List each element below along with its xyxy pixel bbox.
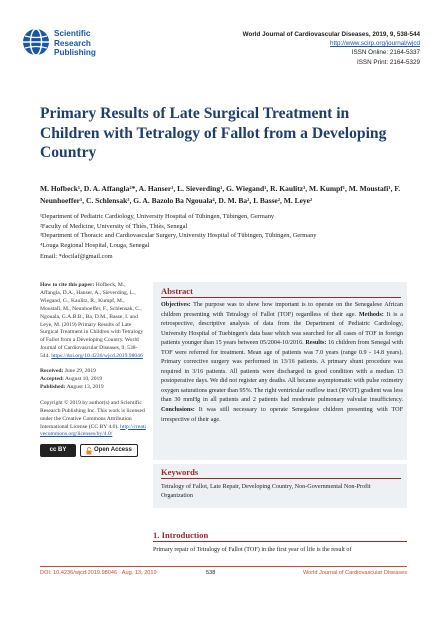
footer-journal: World Journal of Cardiovascular Diseases [302, 570, 407, 576]
cc-by-badge[interactable]: cc BY [40, 444, 76, 457]
received-date: June 29, 2019 [64, 368, 96, 375]
license-text: Copyright © 2019 by author(s) and Scientific Research Publishing Inc. This work is licensed under the Creative Commons Attribution International License (CC BY 4.0). [40, 399, 145, 430]
abstract-divider [161, 297, 401, 298]
conclusions-label: Conclusions: [161, 407, 195, 414]
license-link[interactable]: http://creativecommons.org/licenses/by/4.0/ [40, 423, 146, 438]
citation-doi-link[interactable]: https://doi.org/10.4236/wjcd.2019.98046 [51, 353, 143, 360]
affiliation-item: ²Faculty of Medicine, University of Thiès, Thiès, Senegal [40, 222, 188, 230]
footer-doi [40, 570, 157, 576]
issn-online: ISSN Online: 2164-5337 [351, 49, 420, 57]
affiliation-item: ³Department of Thoracic and Cardiovascular Surgery, University Hospital of Tübingen, Tübingen, Germany [40, 232, 317, 240]
affiliations [40, 212, 410, 250]
publisher-logo [22, 26, 122, 62]
article-title: Primary Results of Late Surgical Treatment in Children with Tetralogy of Fallot from a Developing Country [40, 105, 387, 161]
footer-doi-text: DOI: 10.4236/wjcd.2019.98046 [40, 570, 118, 576]
journal-info [243, 30, 420, 67]
srp-globe-icon [22, 28, 50, 56]
author-list: M. Hofbeck¹, D. A. Affangla²*, A. Hanser¹, L. Sieverding¹, G. Wiegand¹, R. Kaulitz³, M. Kumpf¹, M. Moustafi¹, F. Neunhoeffer¹, C. Schlensak³, G. A. Bazolo Ba Ngouala⁴, D. M. Ba², I. Basse², M. Leye² [40, 184, 401, 205]
journal-url-link[interactable]: http://www.scirp.org/journal/wjcd [330, 40, 420, 48]
corresponding-email: Email: *docilaf@gmail.com [40, 253, 113, 260]
affiliation-item: ¹Department of Pediatric Cardiology, University Hospital of Tübingen, Tübingen, Germany [40, 213, 275, 220]
results-text: 16 children from Senegal with TOF were referred for treatment. Mean age of patients was 7.0 years (range 0.9 - 14.8 years). Primary corrective surgery was performed in 13/16 patients. A primary shunt procedure was required in 3/16 patients. All patients were discharged in good condition with a median 13 postoperative days. We did not register any deaths. All became asymptomatic with pulse oximetry oxygen saturations greater than 95%. The right ventricular outflow tract (RVOT) gradient was less than 30 mmHg in all patients and 2 patients had moderate pulmonary valvular insufficiency. [161, 340, 403, 404]
objectives-label: Objectives: [161, 302, 191, 308]
page-number: 538 [206, 570, 216, 576]
accepted-date: August 10, 2019 [65, 375, 103, 382]
accepted-label: Accepted: [40, 375, 64, 382]
publisher-line1: Scientific [54, 29, 91, 38]
citation-block [40, 282, 146, 361]
introduction-first-line: Primary repair of Tetralogy of Fallot (TOF) in the first year of life is the result of [153, 547, 352, 553]
license-badges [40, 444, 146, 457]
article-dates [40, 368, 146, 392]
conclusions-text: It was still necessary to operate Senegalese children presenting with TOF irrespective of their age. [161, 407, 403, 423]
journal-name: World Journal of Cardiovascular Diseases, 2019, 9, 538-544 [242, 31, 420, 38]
received-label: Received: [40, 368, 64, 375]
issn-print: ISSN Print: 2164-5329 [356, 58, 420, 66]
footer-divider [40, 566, 407, 567]
open-access-badge [80, 444, 138, 457]
methods-label: Methods: [358, 311, 384, 318]
objectives-text: The purpose was to show how important is to operate on the Senegalese African children presenting with Tetralogy of Fallot (TOF) regardless of their age. [161, 302, 403, 318]
publisher-line2: Research [54, 38, 91, 48]
open-access-label: Open Access [94, 446, 132, 453]
abstract-body [161, 301, 403, 425]
published-date: August 13, 2019 [66, 383, 104, 390]
affiliation-item: ⁴Louga Regional Hospital, Louga, Senegal [40, 241, 150, 249]
open-lock-icon [86, 447, 92, 455]
introduction-heading: 1. Introduction [153, 530, 209, 540]
publisher-line3: Publishing [54, 48, 96, 57]
citation-sidebar [40, 282, 146, 457]
page-header [0, 0, 440, 72]
footer-date: Aug. 13, 2019 [121, 570, 157, 576]
keywords-heading: Keywords [161, 467, 199, 477]
introduction-divider [153, 541, 407, 542]
citation-text: Hofbeck, M., Affangla, D.A., Hanser, A., Sieverding, L., Wiegand, G., Kaulitz, R., Kumpf, M., Moustafi, M., Neunhoeffer, F., Schlensak, C., Ngouala, G.A.B.B., Ba, D.M., Basse, I. and Leye, M. (2019) Primary Results of Late Surgical Treatment in Children with Tetralogy of Fallot from a Developing Country. World Journal of Cardiovascular Diseases, 9, 538-544. [40, 282, 144, 360]
abstract-heading: Abstract [161, 286, 193, 296]
published-label: Published: [40, 383, 66, 390]
keywords-text: Tetralogy of Fallot, Late Repair, Developing Country, Non-Governmental Non-Profit Organization [161, 484, 371, 500]
keywords-divider [161, 478, 401, 479]
license-block [40, 400, 146, 440]
results-label: Results: [305, 340, 327, 347]
methods-text: It is a retrospective, descriptive analysis of data from the Department of Pediatric Cardiology, University Hospital of Tuebingen's data base which was searched for all cases of TOF in foreign patients younger than 15 years between 05/2004-10/2016. [161, 311, 403, 347]
publisher-name [54, 29, 96, 58]
how-to-cite-label: How to cite this paper: [40, 282, 95, 288]
